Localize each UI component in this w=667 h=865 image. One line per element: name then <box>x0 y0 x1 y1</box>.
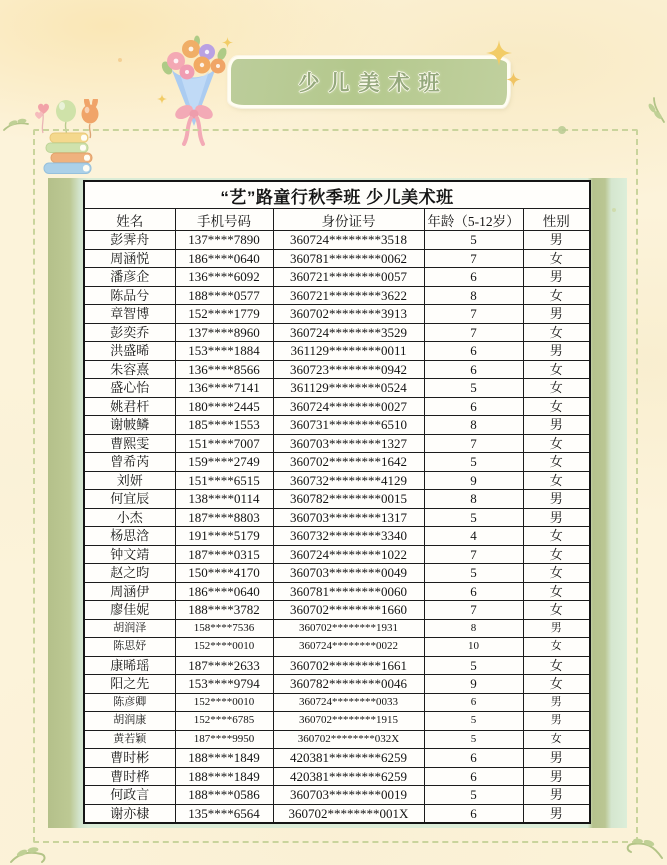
cell-id_number: 360724********3529 <box>273 323 424 342</box>
cell-name: 陈品兮 <box>84 286 175 305</box>
cell-phone: 136****7141 <box>175 379 273 398</box>
cell-name: 谢亦棣 <box>84 804 175 823</box>
cell-id_number: 420381********6259 <box>273 749 424 768</box>
cell-phone: 188****3782 <box>175 601 273 620</box>
cell-gender: 女 <box>523 471 590 490</box>
cell-gender: 男 <box>523 508 590 527</box>
table-row <box>84 508 590 527</box>
cell-phone: 152****6785 <box>175 712 273 731</box>
cell-phone: 152****0010 <box>175 638 273 657</box>
books-icon <box>42 131 96 179</box>
cell-name: 彭奕乔 <box>84 323 175 342</box>
table-row <box>84 786 590 805</box>
cell-age: 7 <box>424 545 523 564</box>
cell-gender: 女 <box>523 601 590 620</box>
cell-age: 7 <box>424 601 523 620</box>
table-row <box>84 601 590 620</box>
cell-name: 何政言 <box>84 786 175 805</box>
cell-age: 6 <box>424 360 523 379</box>
column-header: 身份证号 <box>273 209 424 231</box>
table-header-row <box>84 209 590 231</box>
cell-id_number: 360721********3622 <box>273 286 424 305</box>
cell-id_number: 360702********3913 <box>273 305 424 324</box>
cell-phone: 151****7007 <box>175 434 273 453</box>
cell-id_number: 360702********1660 <box>273 601 424 620</box>
table-row <box>84 434 590 453</box>
cell-name: 潘彦企 <box>84 268 175 287</box>
cell-phone: 152****0010 <box>175 693 273 712</box>
cell-age: 5 <box>424 231 523 250</box>
cell-name: 康晞瑶 <box>84 656 175 675</box>
cell-age: 6 <box>424 804 523 823</box>
cell-age: 7 <box>424 305 523 324</box>
cell-age: 8 <box>424 286 523 305</box>
cell-gender: 女 <box>523 730 590 749</box>
cell-phone: 151****6515 <box>175 471 273 490</box>
cell-id_number: 361129********0011 <box>273 342 424 361</box>
cell-age: 6 <box>424 397 523 416</box>
table-row <box>84 749 590 768</box>
cell-gender: 女 <box>523 545 590 564</box>
cell-phone: 188****0577 <box>175 286 273 305</box>
cell-id_number: 361129********0524 <box>273 379 424 398</box>
cell-id_number: 360732********4129 <box>273 471 424 490</box>
banner-title: 少儿美术班 <box>298 72 449 95</box>
cell-gender: 女 <box>523 286 590 305</box>
leaf-icon <box>9 836 49 864</box>
table-row <box>84 767 590 786</box>
cell-id_number: 360724********0022 <box>273 638 424 657</box>
cell-name: 朱容熹 <box>84 360 175 379</box>
cell-phone: 152****1779 <box>175 305 273 324</box>
table-row <box>84 730 590 749</box>
cell-gender: 女 <box>523 656 590 675</box>
sparkle-icon <box>222 37 233 48</box>
cell-name: 曹熙雯 <box>84 434 175 453</box>
leaf-icon <box>638 96 666 124</box>
cell-gender: 男 <box>523 749 590 768</box>
cell-gender: 女 <box>523 323 590 342</box>
cell-phone: 187****9950 <box>175 730 273 749</box>
cell-phone: 191****5179 <box>175 527 273 546</box>
cell-name: 章智博 <box>84 305 175 324</box>
leaf-icon <box>622 824 664 860</box>
cell-id_number: 360724********1022 <box>273 545 424 564</box>
cell-gender: 男 <box>523 305 590 324</box>
cell-phone: 180****2445 <box>175 397 273 416</box>
paint-dot <box>558 126 566 134</box>
column-header: 姓名 <box>84 209 175 231</box>
cell-age: 5 <box>424 453 523 472</box>
cell-age: 4 <box>424 527 523 546</box>
cell-id_number: 360703********0049 <box>273 564 424 583</box>
cell-gender: 女 <box>523 564 590 583</box>
cell-age: 6 <box>424 582 523 601</box>
cell-id_number: 360702********1661 <box>273 656 424 675</box>
table-title: “艺”路童行秋季班 少儿美术班 <box>84 181 590 209</box>
cell-id_number: 360732********3340 <box>273 527 424 546</box>
table-row <box>84 305 590 324</box>
cell-name: 周涵伊 <box>84 582 175 601</box>
cell-age: 8 <box>424 416 523 435</box>
cell-name: 洪盛晞 <box>84 342 175 361</box>
table-row <box>84 693 590 712</box>
table-row <box>84 360 590 379</box>
cell-age: 6 <box>424 268 523 287</box>
cell-id_number: 360723********0942 <box>273 360 424 379</box>
cell-phone: 159****2749 <box>175 453 273 472</box>
cell-age: 10 <box>424 638 523 657</box>
table-row <box>84 656 590 675</box>
cell-phone: 135****6564 <box>175 804 273 823</box>
table-row <box>84 527 590 546</box>
cell-id_number: 360721********0057 <box>273 268 424 287</box>
table-row <box>84 471 590 490</box>
cell-gender: 女 <box>523 379 590 398</box>
cell-gender: 女 <box>523 453 590 472</box>
cell-phone: 187****0315 <box>175 545 273 564</box>
cell-age: 5 <box>424 564 523 583</box>
table-row <box>84 342 590 361</box>
cell-name: 曾希芮 <box>84 453 175 472</box>
cell-phone: 136****8566 <box>175 360 273 379</box>
cell-gender: 男 <box>523 804 590 823</box>
cell-name: 胡润泽 <box>84 619 175 638</box>
leaf-icon <box>2 112 30 132</box>
cell-age: 9 <box>424 471 523 490</box>
cell-id_number: 360702********001X <box>273 804 424 823</box>
table-row <box>84 545 590 564</box>
column-header: 年龄（5-12岁） <box>424 209 523 231</box>
cell-name: 谢帔鳞 <box>84 416 175 435</box>
cell-name: 曹时彬 <box>84 749 175 768</box>
sparkle-icon <box>157 94 167 104</box>
cell-id_number: 360782********0015 <box>273 490 424 509</box>
table-row <box>84 564 590 583</box>
cell-gender: 女 <box>523 434 590 453</box>
cell-gender: 男 <box>523 786 590 805</box>
cell-phone: 137****8960 <box>175 323 273 342</box>
cell-age: 5 <box>424 508 523 527</box>
cell-name: 曹时桦 <box>84 767 175 786</box>
cell-age: 6 <box>424 342 523 361</box>
table-row <box>84 675 590 694</box>
cell-gender: 男 <box>523 619 590 638</box>
table-row <box>84 397 590 416</box>
class-banner <box>228 56 510 108</box>
cell-id_number: 360702********1915 <box>273 712 424 731</box>
cell-id_number: 360724********0033 <box>273 693 424 712</box>
cell-gender: 男 <box>523 693 590 712</box>
cell-id_number: 360781********0060 <box>273 582 424 601</box>
cell-name: 刘妍 <box>84 471 175 490</box>
cell-name: 彭霁舟 <box>84 231 175 250</box>
table-row <box>84 323 590 342</box>
cell-gender: 男 <box>523 712 590 731</box>
cell-age: 8 <box>424 490 523 509</box>
cell-phone: 188****1849 <box>175 749 273 768</box>
cell-gender: 女 <box>523 638 590 657</box>
cell-id_number: 360703********1327 <box>273 434 424 453</box>
cell-id_number: 360731********6510 <box>273 416 424 435</box>
cell-gender: 女 <box>523 397 590 416</box>
cell-phone: 136****6092 <box>175 268 273 287</box>
cell-id_number: 360702********1642 <box>273 453 424 472</box>
cell-name: 胡润康 <box>84 712 175 731</box>
cell-name: 杨思浛 <box>84 527 175 546</box>
table-row <box>84 416 590 435</box>
cell-phone: 186****0640 <box>175 582 273 601</box>
cell-name: 廖佳妮 <box>84 601 175 620</box>
cell-age: 5 <box>424 786 523 805</box>
cell-name: 盛心怡 <box>84 379 175 398</box>
table-row <box>84 712 590 731</box>
cell-age: 5 <box>424 730 523 749</box>
cell-gender: 男 <box>523 231 590 250</box>
table-row <box>84 490 590 509</box>
cell-age: 7 <box>424 323 523 342</box>
cell-name: 陈思妤 <box>84 638 175 657</box>
cell-age: 6 <box>424 693 523 712</box>
cell-phone: 153****9794 <box>175 675 273 694</box>
sparkle-icon <box>486 40 512 66</box>
cell-phone: 188****1849 <box>175 767 273 786</box>
paint-dot <box>612 208 616 212</box>
cell-gender: 女 <box>523 249 590 268</box>
cell-phone: 187****2633 <box>175 656 273 675</box>
cell-age: 7 <box>424 434 523 453</box>
cell-age: 9 <box>424 675 523 694</box>
cell-id_number: 420381********6259 <box>273 767 424 786</box>
cell-gender: 女 <box>523 582 590 601</box>
cell-gender: 男 <box>523 342 590 361</box>
cell-gender: 男 <box>523 490 590 509</box>
table-row <box>84 582 590 601</box>
cell-name: 姚君杆 <box>84 397 175 416</box>
cell-id_number: 360703********1317 <box>273 508 424 527</box>
cell-age: 8 <box>424 619 523 638</box>
table-row <box>84 804 590 823</box>
cell-age: 5 <box>424 379 523 398</box>
cell-phone: 187****8803 <box>175 508 273 527</box>
cell-id_number: 360724********3518 <box>273 231 424 250</box>
cell-id_number: 360702********1931 <box>273 619 424 638</box>
cell-name: 小杰 <box>84 508 175 527</box>
cell-phone: 185****1553 <box>175 416 273 435</box>
paint-dot <box>118 58 122 62</box>
sparkle-icon <box>506 72 521 87</box>
cell-gender: 男 <box>523 767 590 786</box>
table-row <box>84 638 590 657</box>
cell-age: 6 <box>424 749 523 768</box>
cell-id_number: 360703********0019 <box>273 786 424 805</box>
column-header: 手机号码 <box>175 209 273 231</box>
cell-name: 周涵悦 <box>84 249 175 268</box>
table-row <box>84 268 590 287</box>
cell-id_number: 360781********0062 <box>273 249 424 268</box>
cell-name: 钟文靖 <box>84 545 175 564</box>
table-row <box>84 453 590 472</box>
cell-phone: 153****1884 <box>175 342 273 361</box>
cell-gender: 男 <box>523 268 590 287</box>
cell-phone: 150****4170 <box>175 564 273 583</box>
cell-name: 阳之先 <box>84 675 175 694</box>
cell-age: 5 <box>424 712 523 731</box>
cell-gender: 女 <box>523 527 590 546</box>
table-row <box>84 619 590 638</box>
cell-phone: 188****0586 <box>175 786 273 805</box>
cell-phone: 138****0114 <box>175 490 273 509</box>
cell-age: 6 <box>424 767 523 786</box>
roster-table <box>83 180 591 824</box>
cell-gender: 女 <box>523 675 590 694</box>
cell-age: 5 <box>424 656 523 675</box>
cell-id_number: 360702********032X <box>273 730 424 749</box>
cell-phone: 137****7890 <box>175 231 273 250</box>
cell-name: 陈彦卿 <box>84 693 175 712</box>
table-title-row <box>84 181 590 209</box>
cell-age: 7 <box>424 249 523 268</box>
cell-name: 赵之昀 <box>84 564 175 583</box>
cell-id_number: 360724********0027 <box>273 397 424 416</box>
cell-gender: 男 <box>523 416 590 435</box>
cell-phone: 158****7536 <box>175 619 273 638</box>
table-row <box>84 379 590 398</box>
cell-gender: 女 <box>523 360 590 379</box>
cell-phone: 186****0640 <box>175 249 273 268</box>
cell-name: 何宜辰 <box>84 490 175 509</box>
column-header: 性别 <box>523 209 590 231</box>
table-row <box>84 286 590 305</box>
table-row <box>84 249 590 268</box>
cell-id_number: 360782********0046 <box>273 675 424 694</box>
table-row <box>84 231 590 250</box>
cell-name: 黄若颖 <box>84 730 175 749</box>
